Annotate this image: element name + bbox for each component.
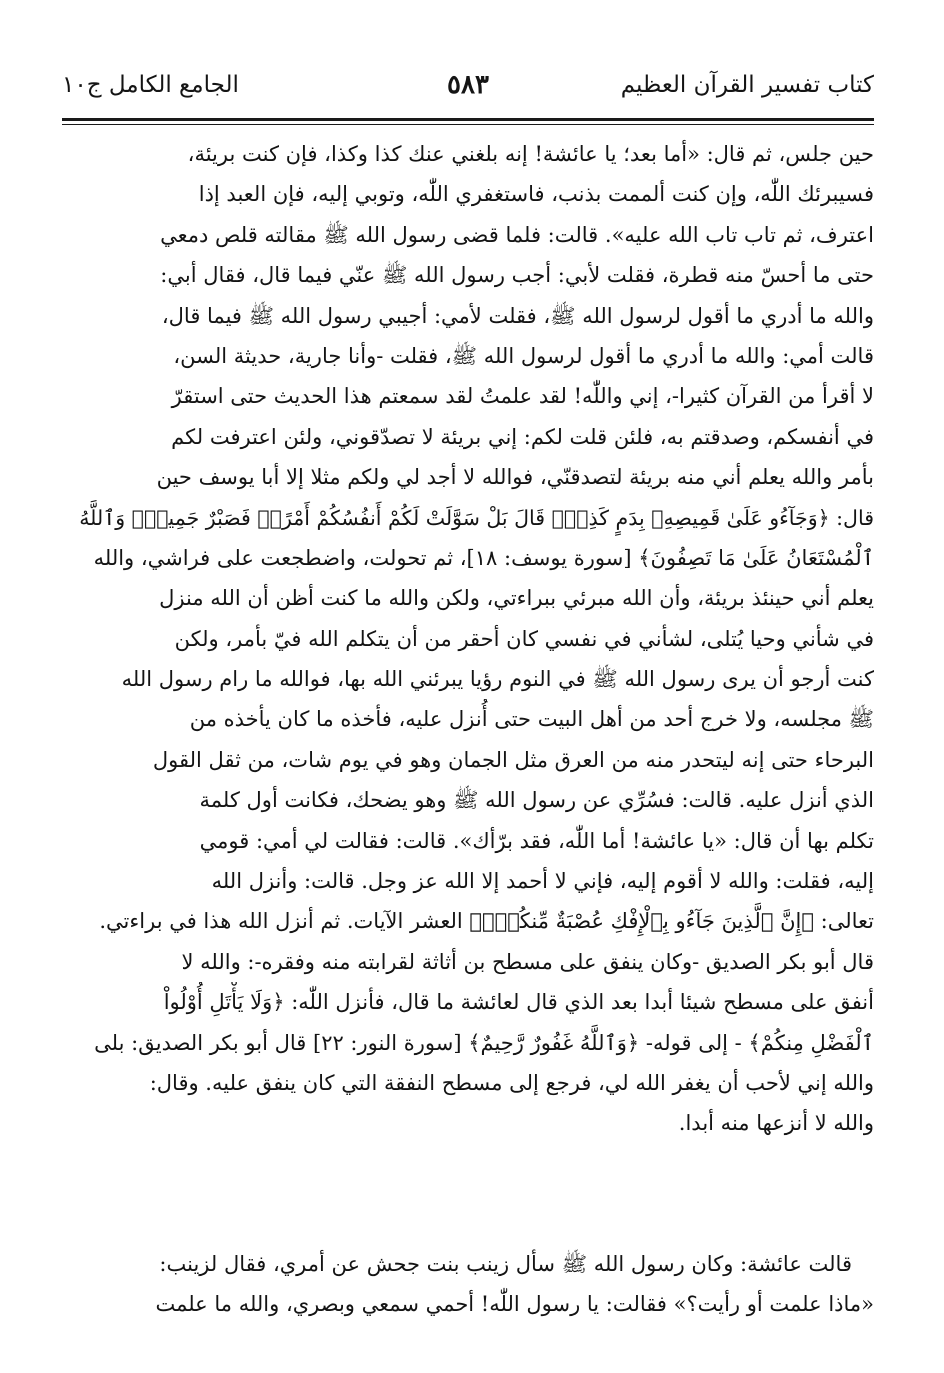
text-line: لا أقرأ من القرآن كثيرا-، إني واللّٰه! لقد علمتُ لقد سمعتم هذا الحديث حتى استقرّ (171, 384, 874, 409)
second-paragraph (62, 1244, 874, 1325)
text-line: يعلم أني حينئذ بريئة، وأن الله مبرئي ببراءتي، ولكن والله ما كنت أظن أن الله منزل (159, 586, 874, 611)
text-line: ٱلْفَضْلِ مِنكُمْ﴾ - إلى قوله- ﴿وَٱللَّهُ غَفُورٌ رَّحِيمٌ﴾ [سورة النور: ٢٢] قال أبو بكر الصديق: بلى (94, 1030, 874, 1055)
text-line: اعترف، ثم تاب تاب الله عليه». قالت: فلما قضى رسول الله ﷺ مقالته قلص دمعي (160, 222, 874, 247)
text-line: بأمر والله يعلم أني منه بريئة لتصدقنّي، فوالله لا أجد لي ولكم مثلا إلا أبا يوسف حين (156, 465, 874, 490)
text-line: تكلم بها أن قال: «يا عائشة! أما اللّٰه، فقد برّأك». قالت: فقالت لي أمي: قومي (199, 828, 874, 853)
page-header (62, 66, 874, 110)
text-line: ﷺ مجلسه، ولا خرج أحد من أهل البيت حتى أُنزل عليه، فأخذه ما كان يأخذه من (189, 707, 874, 732)
text-line: حين جلس، ثم قال: «أما بعد؛ يا عائشة! إنه بلغني عنك كذا وكذا، فإن كنت بريئة، (187, 142, 874, 166)
header-rule-thick (62, 118, 874, 121)
text-line: قالت عائشة: وكان رسول الله ﷺ سأل زينب بنت جحش عن أمري، فقال لزينب: (159, 1252, 852, 1276)
text-line: والله ما أدري ما أقول لرسول الله ﷺ، فقلت لأمي: أجيبي رسول الله ﷺ فيما قال، (161, 303, 874, 328)
main-paragraph (62, 134, 874, 1144)
text-line: والله إني لأحب أن يغفر الله لي، فرجع إلى مسطح النفقة التي كان ينفق عليه. وقال: (149, 1070, 874, 1095)
text-line: قال أبو بكر الصديق -وكان ينفق على مسطح بن أثاثة لقرابته منه وفقره-: والله لا (181, 949, 874, 974)
text-line: كنت أرجو أن يرى رسول الله ﷺ في النوم رؤيا يبرئني الله بها، فوالله ما رام رسول الله (121, 667, 874, 692)
text-line: إليه، فقلت: والله لا أقوم إليه، فإني لا أحمد إلا الله عز وجل. قالت: وأنزل الله (211, 869, 874, 894)
text-line: فسيبرئك اللّٰه، وإن كنت ألممت بذنب، فاستغفري اللّٰه، وتوبي إليه، فإن العبد إذا (198, 182, 874, 207)
text-line: أنفق على مسطح شيئا أبدا بعد الذي قال لعائشة ما قال، فأنزل اللّٰه: ﴿وَلَا يَأْتَلِ أُوْلُواْ (163, 990, 874, 1015)
header-rule-thin (62, 124, 874, 125)
header-book-title: كتاب تفسير القرآن العظيم (620, 72, 874, 98)
text-line: في أنفسكم، وصدقتم به، فلئن قلت لكم: إني بريئة لا تصدّقوني، ولئن اعترفت لكم (171, 424, 874, 449)
text-line: تعالى: ﴿إِنَّ ٱلَّذِينَ جَآءُو بِٱلْإِفْكِ عُصْبَةٌ مِّنكُمْۚ﴾ العشر الآيات. ثم أنزل الله هذا في براءتي. (99, 909, 874, 934)
text-line: في شأني وحيا يُتلى، لشأني في نفسي كان أحقر من أن يتكلم الله فيّ بأمر، ولكن (174, 626, 874, 651)
text-line: ٱلْمُسْتَعَانُ عَلَىٰ مَا تَصِفُونَ﴾ [سورة يوسف: ١٨]، ثم تحولت، واضطجعت على فراشي، والله (93, 545, 874, 570)
text-line: والله لا أنزعها منه أبدا. (678, 1111, 874, 1136)
text-line: الذي أنزل عليه. قالت: فسُرِّي عن رسول الله ﷺ وهو يضحك، فكانت أول كلمة (199, 788, 874, 813)
header-volume: الجامع الكامل ج١٠ (62, 72, 239, 98)
text-line: «ماذا علمت أو رأيت؟» فقالت: يا رسول اللّٰه! أحمي سمعي وبصري، والله ما علمت (155, 1292, 874, 1317)
text-line: قال: ﴿وَجَآءُو عَلَىٰ قَمِيصِهِۦ بِدَمٍ كَذِبٍۚ قَالَ بَلْ سَوَّلَتْ لَكُمْ أَنفُسُكُمْ أَمْرًاۖ فَصَبْرٌ جَمِيلٌۖ وَٱللَّهُ (79, 505, 874, 530)
header-page-number: ٥٨٣ (447, 70, 489, 100)
text-line: البرحاء حتى إنه ليتحدر منه من العرق مثل الجمان وهو في يوم شات، من ثقل القول (152, 747, 874, 772)
text-line: قالت أمي: والله ما أدري ما أقول لرسول الله ﷺ، فقلت -وأنا جارية، حديثة السن، (173, 343, 874, 368)
text-line: حتى ما أحسّ منه قطرة، فقلت لأبي: أجب رسول الله ﷺ عنّي فيما قال، فقال أبي: (160, 263, 874, 288)
